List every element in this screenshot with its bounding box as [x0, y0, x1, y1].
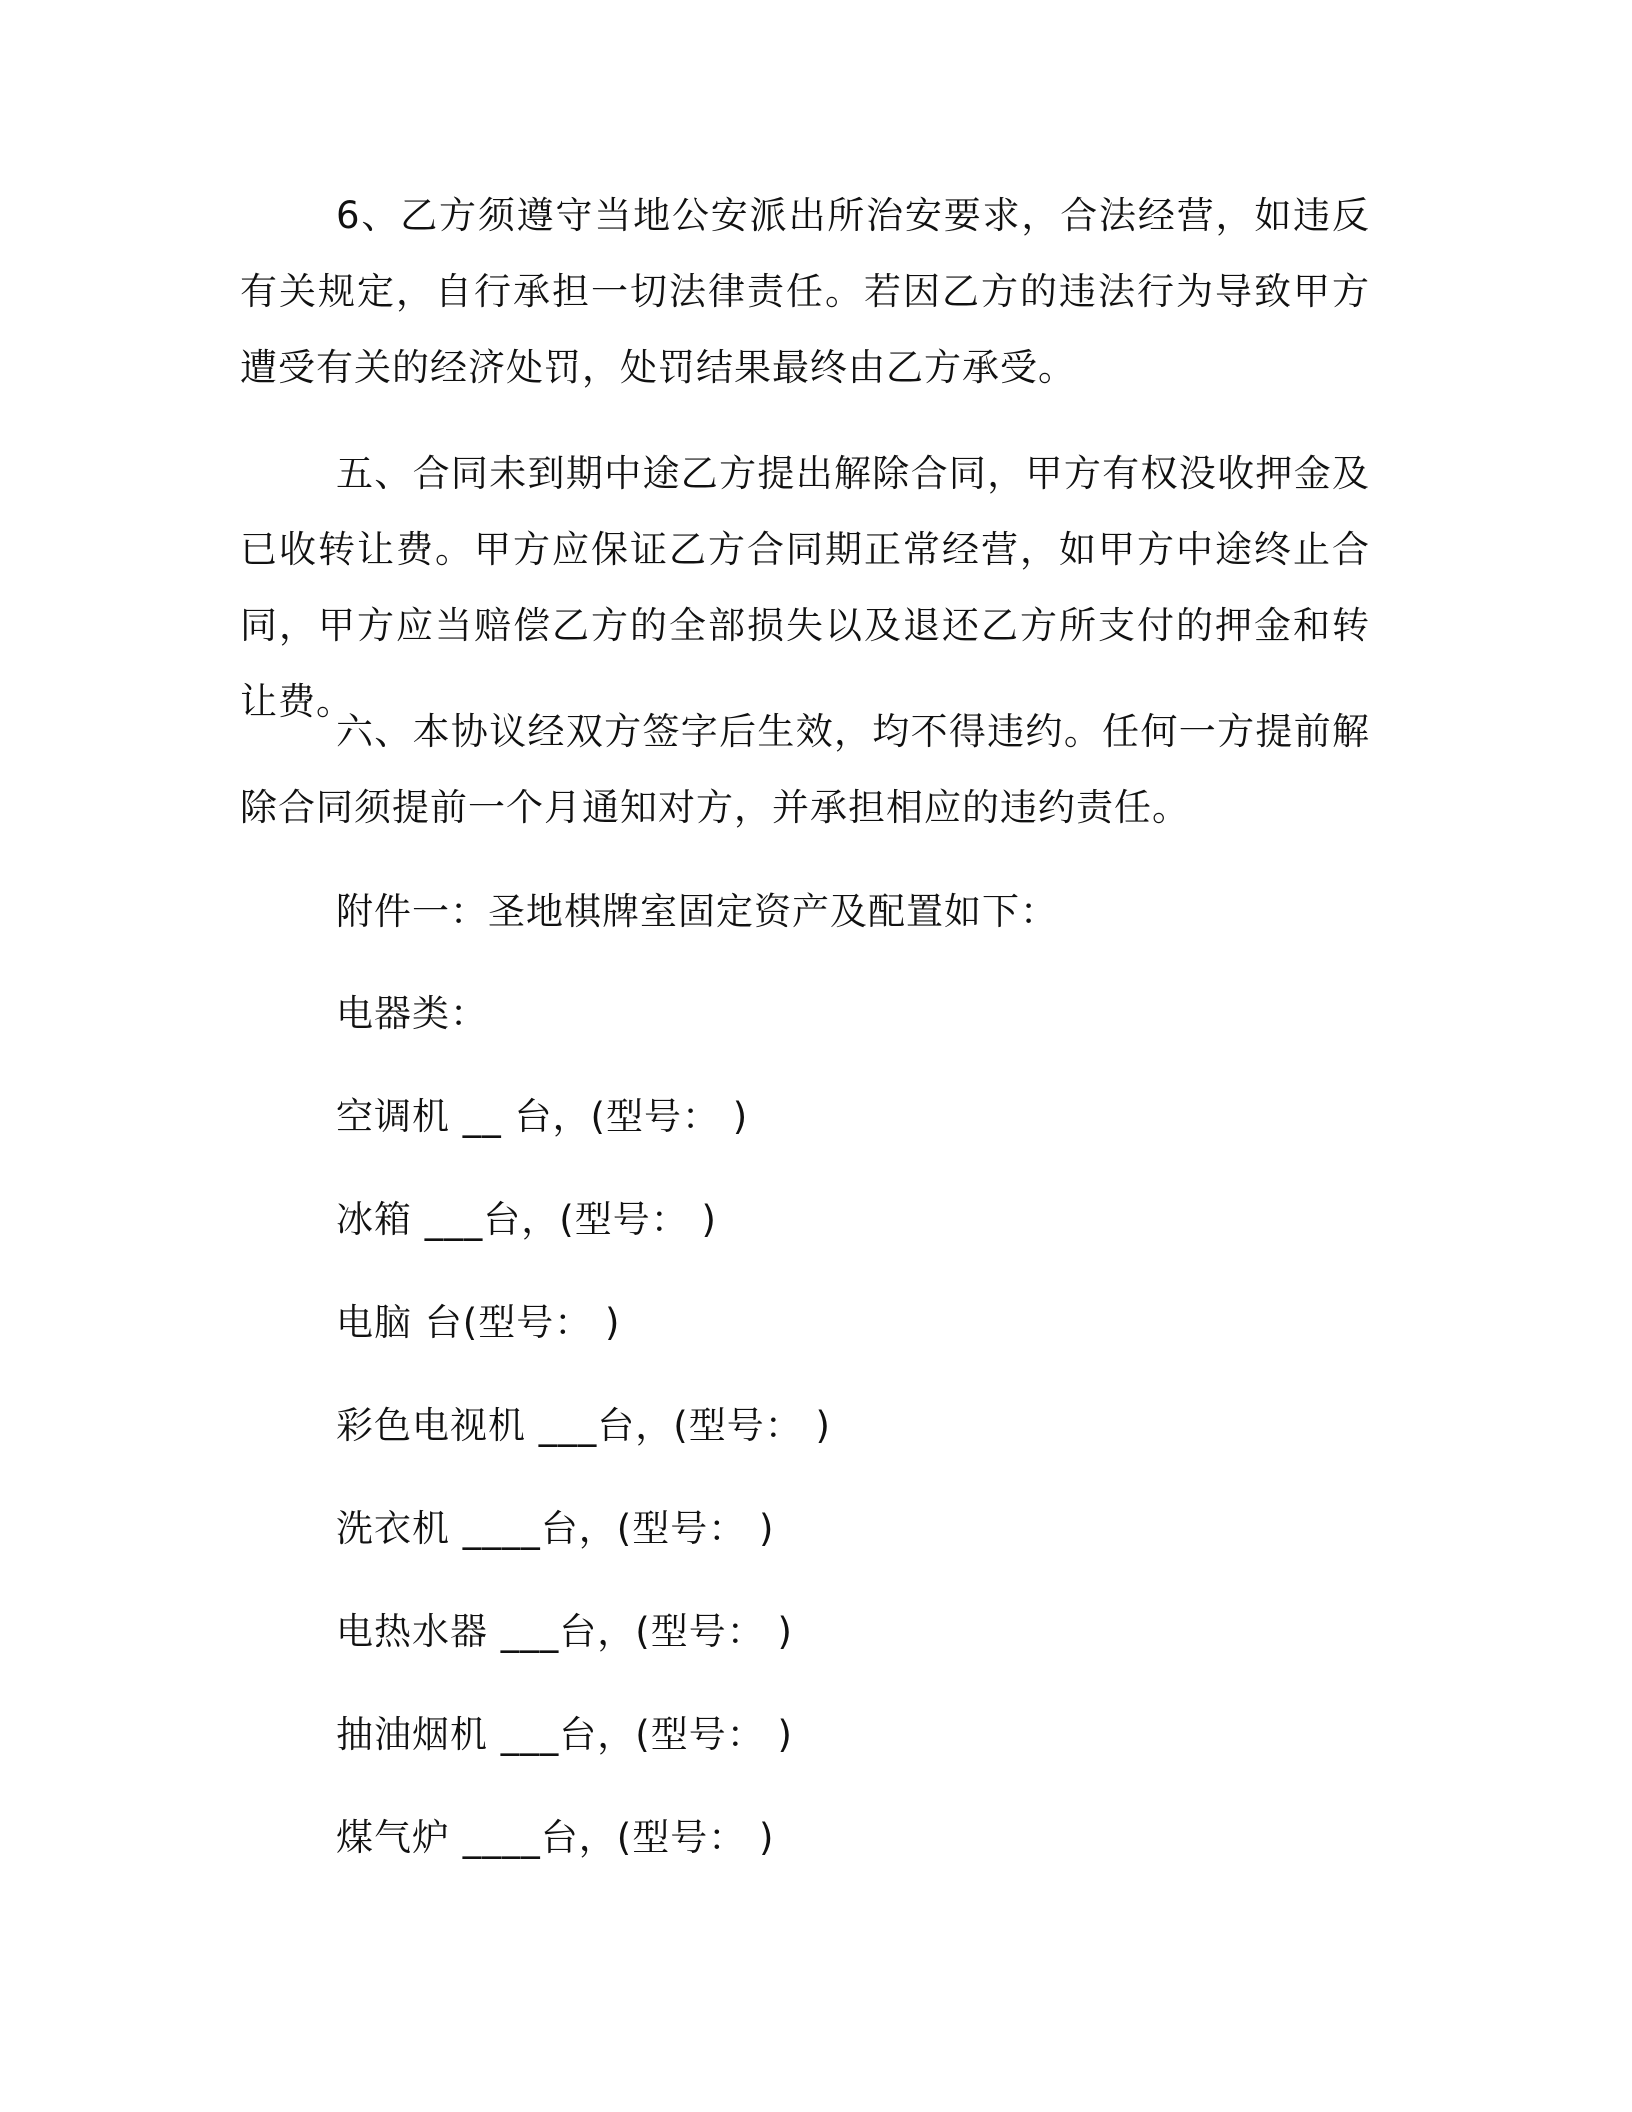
asset-item-computer: 电脑 台(型号： )	[336, 1301, 621, 1344]
appendix-category: 电器类：	[336, 992, 488, 1035]
asset-item-gas-stove: 煤气炉 ____台，(型号： )	[336, 1816, 775, 1859]
asset-item-air-conditioner: 空调机 __ 台，(型号： )	[336, 1095, 749, 1138]
asset-item-range-hood: 抽油烟机 ___台，(型号： )	[336, 1713, 793, 1756]
asset-item-water-heater: 电热水器 ___台，(型号： )	[336, 1610, 793, 1653]
asset-item-color-tv: 彩色电视机 ___台，(型号： )	[336, 1404, 831, 1447]
appendix-title: 附件一：圣地棋牌室固定资产及配置如下：	[336, 890, 1058, 933]
clause-6-effective-paragraph: 六、本协议经双方签字后生效，均不得违约。任何一方提前解除合同须提前一个月通知对方，并承担相应的违约责任。	[240, 710, 1370, 829]
clause-6-paragraph: 6、乙方须遵守当地公安派出所治安要求，合法经营，如违反有关规定，自行承担一切法律责任。若因乙方的违法行为导致甲方遭受有关的经济处罚，处罚结果最终由乙方承受。	[240, 194, 1370, 389]
asset-item-refrigerator: 冰箱 ___台，(型号： )	[336, 1198, 717, 1241]
clause-5-termination-paragraph: 五、合同未到期中途乙方提出解除合同，甲方有权没收押金及已收转让费。甲方应保证乙方合同期正常经营，如甲方中途终止合同，甲方应当赔偿乙方的全部损失以及退还乙方所支付的押金和转让费。	[240, 452, 1370, 723]
asset-item-washing-machine: 洗衣机 ____台，(型号： )	[336, 1507, 775, 1550]
